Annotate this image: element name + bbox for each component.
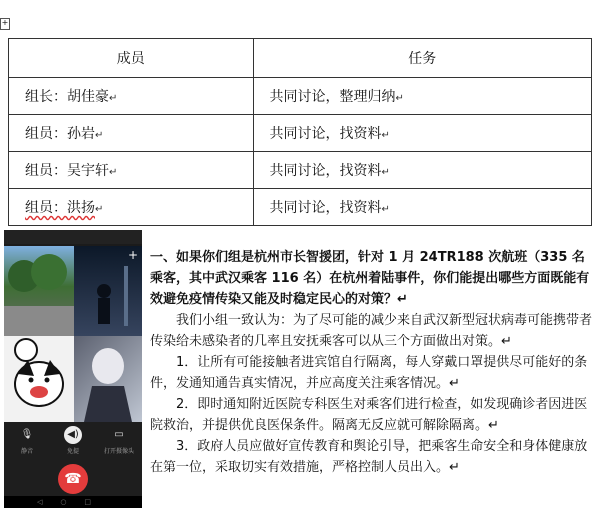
- task-cell: [253, 152, 591, 189]
- task-cell: [253, 78, 591, 115]
- point-3: 3．政府人员应做好宣传教育和舆论引导，把乘客生命安全和身体健康放在第一位，采取切实有效措施，严格控制人员出入。↵: [150, 439, 588, 475]
- table-row: [9, 78, 592, 115]
- member-cell: [9, 189, 254, 226]
- mute-button[interactable]: [12, 426, 42, 455]
- member-cell: [9, 152, 254, 189]
- camera-icon: ▭: [114, 429, 124, 440]
- call-controls: [4, 422, 142, 508]
- phone-hangup-icon: ☎: [64, 471, 82, 487]
- paragraph-mark-icon: ↵: [381, 130, 390, 141]
- member-cell: [9, 78, 254, 115]
- member-cell: [9, 115, 254, 152]
- microphone-icon: 🎙: [20, 429, 34, 440]
- table-header-row: [9, 39, 592, 78]
- paragraph-mark-icon: ↵: [109, 167, 118, 178]
- speaker-button[interactable]: [58, 426, 88, 455]
- task-text: 共同讨论，找资料: [269, 126, 382, 142]
- add-participant-icon[interactable]: +: [127, 248, 138, 262]
- table-anchor-icon[interactable]: +: [0, 18, 10, 30]
- paragraph-mark-icon: ↵: [381, 167, 390, 178]
- camera-label: 打开摄像头: [104, 448, 135, 455]
- phone-status-bar: [4, 230, 142, 244]
- video-tile-night: [74, 246, 142, 336]
- video-call-screenshot: [4, 230, 142, 508]
- hang-up-button[interactable]: [58, 464, 88, 494]
- member-name: 组员：吴宇轩: [25, 163, 109, 179]
- point-2: 2．即时通知附近医院专科医生对乘客们进行检查，如发现确诊者因进医院救治，并提供优良医保条件。隔离无反应就可解除隔离。↵: [150, 397, 588, 433]
- anime-figure-icon: [74, 336, 142, 422]
- android-nav-bar: ◁○□: [4, 496, 142, 508]
- speaker-icon: ◀): [64, 426, 82, 444]
- paragraph-mark-icon: ↵: [95, 204, 104, 215]
- paragraph-mark-icon: ↵: [109, 93, 118, 104]
- intro-paragraph: 我们小组一致认为：为了尽可能的减少来自武汉新型冠状病毒可能携带者传染给未感染者的几率且安抚乘客可以从三个方面做出对策。↵: [150, 313, 593, 349]
- video-tile-outdoor: [4, 246, 74, 336]
- task-cell: [253, 189, 591, 226]
- member-name: 组员：洪扬: [25, 200, 95, 216]
- point-1: 1．让所有可能接触者进宾馆自行隔离，每人穿戴口罩提供尽可能好的条件，发通知通告真实情况，并应高度关注乘客情况。↵: [150, 355, 588, 391]
- question-heading: 一、如果你们组是杭州市长智援团，针对 1 月 24TR188 次航班（335 名乘客，其中武汉乘客 116 名）在杭州着陆事件，你们能提出哪些方面既能有效避免疫情传染又能及时稳定民心的对策？↵: [150, 250, 590, 307]
- member-name: 组长：胡佳豪: [25, 89, 109, 105]
- video-tile-anime: [74, 336, 142, 422]
- document-body: [150, 247, 596, 478]
- header-task: 任务: [253, 39, 591, 78]
- task-text: 共同讨论，整理归纳: [269, 89, 396, 105]
- task-text: 共同讨论，找资料: [269, 200, 382, 216]
- mute-label: 静音: [20, 448, 33, 455]
- paragraph-mark-icon: ↵: [381, 204, 390, 215]
- header-member: 成员: [9, 39, 254, 78]
- video-tile-avatar: [4, 336, 74, 422]
- table-row: [9, 189, 592, 226]
- table-row: [9, 115, 592, 152]
- task-cell: [253, 115, 591, 152]
- camera-button[interactable]: [104, 426, 134, 455]
- dog-avatar-icon: [4, 336, 74, 422]
- paragraph-mark-icon: ↵: [95, 130, 104, 141]
- member-table: [8, 38, 592, 226]
- member-name: 组员：孙岩: [25, 126, 95, 142]
- speaker-label: 免提: [66, 448, 79, 455]
- paragraph-mark-icon: ↵: [395, 93, 404, 104]
- task-text: 共同讨论，找资料: [269, 163, 382, 179]
- table-row: [9, 152, 592, 189]
- tree-icon: [4, 246, 74, 336]
